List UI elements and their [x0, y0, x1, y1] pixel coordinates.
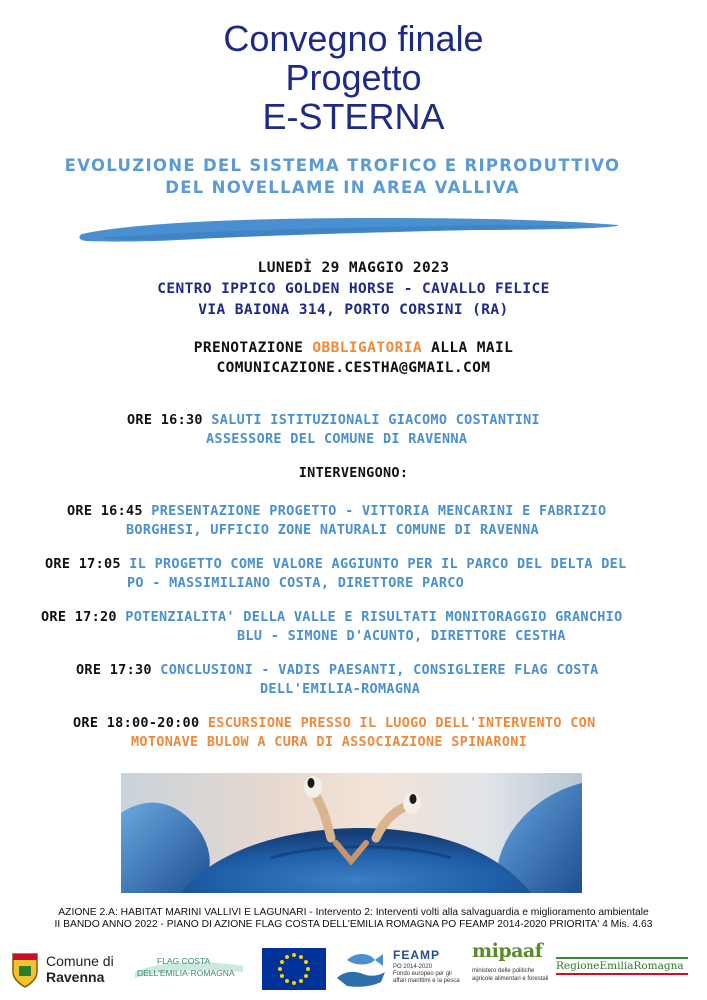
item-time: ORE 18:00-20:00 [73, 715, 200, 731]
item-line-1: ESCURSIONE PRESSO IL LUOGO DELL'INTERVENTO CON [207, 715, 596, 731]
event-venue: CENTRO IPPICO GOLDEN HORSE - CAVALLO FELICE [157, 281, 550, 297]
title-line-2: Progetto [285, 57, 422, 98]
program-opening [127, 411, 687, 449]
program-item [67, 502, 697, 540]
item-line-1: IL PROGETTO COME VALORE AGGIUNTO PER IL PARCO DEL DELTA DEL [129, 556, 627, 572]
speakers-heading: INTERVENGONO: [298, 465, 409, 481]
ravenna-crest-icon [10, 950, 40, 988]
event-address: VIA BAIONA 314, PORTO CORSINI (RA) [198, 302, 509, 318]
mipaaf-line-2: agricole alimentari e forestali [472, 976, 549, 982]
program-item [41, 608, 705, 646]
feamp-line-2: Fondo europeo per gli [393, 971, 452, 977]
item-line-2: BLU - SIMONE D'ACUNTO, DIRETTORE CESTHA [237, 628, 566, 644]
title-line-3: E-STERNA [262, 96, 445, 137]
regione-er-logo [556, 957, 688, 975]
footer-line-2: II BANDO ANNO 2022 - PIANO DI AZIONE FLAG COSTA DELL'EMILIA ROMAGNA PO FEAMP 2014-2020 PRIORITA' 4 Mis. 4.63 [54, 919, 653, 930]
footer-line-1: AZIONE 2.A: HABITAT MARINI VALLIVI E LAGUNARI - Intervento 2: Interventi volti alla salvaguardia e miglioramento ambientale [58, 907, 649, 918]
item-line-1: PRESENTAZIONE PROGETTO - VITTORIA MENCARINI E FABRIZIO [151, 503, 607, 519]
mipaaf-title: mipaaf [472, 940, 543, 962]
item-time: ORE 17:20 [41, 609, 117, 625]
flag-line-1: FLAG COSTA [157, 956, 211, 966]
opening-line-1: SALUTI ISTITUZIONALI GIACOMO COSTANTINI [211, 412, 540, 428]
feamp-logo [333, 948, 493, 992]
booking-email: COMUNICAZIONE.CESTHA@GMAIL.COM [216, 360, 491, 376]
program-item [45, 555, 705, 593]
blue-crab-photo [121, 773, 582, 893]
mipaaf-line-1: ministero delle politiche [472, 968, 535, 974]
feamp-line-3: affari marittimi e la pesca [393, 978, 460, 984]
opening-line-2: ASSESSORE DEL COMUNE DI RAVENNA [206, 431, 468, 447]
item-line-2: BORGHESI, UFFICIO ZONE NATURALI COMUNE DI RAVENNA [126, 522, 539, 538]
subtitle-line-2: DEL NOVELLAME IN AREA VALLIVA [165, 178, 520, 197]
opening-time: ORE 16:30 [127, 412, 203, 428]
title-line-1: Convegno finale [223, 18, 484, 59]
feamp-line-1: PO 2014-2020 [393, 964, 433, 970]
mipaaf-logo [472, 940, 552, 992]
booking-suffix: ALLA MAIL [431, 340, 514, 356]
item-line-1: POTENZIALITA' DELLA VALLE E RISULTATI MONITORAGGIO GRANCHIO [125, 609, 623, 625]
eu-flag-icon [262, 948, 326, 990]
event-date: LUNEDÌ 29 MAGGIO 2023 [257, 260, 450, 276]
booking-highlight: OBBLIGATORIA [312, 340, 422, 356]
regione-label: RegioneEmiliaRomagna [556, 960, 684, 972]
booking-prefix: PRENOTAZIONE [193, 340, 304, 356]
comune-line-1: Comune di [46, 953, 114, 969]
booking-line [0, 338, 707, 359]
flag-costa-logo [133, 952, 245, 988]
item-time: ORE 16:45 [67, 503, 143, 519]
comune-line-2: Ravenna [46, 969, 105, 985]
comune-ravenna-logo [10, 950, 130, 990]
subtitle-line-1: EVOLUZIONE DEL SISTEMA TROFICO E RIPRODUTTIVO [64, 156, 621, 175]
program-item [76, 661, 696, 699]
item-line-2: MOTONAVE BULOW A CURA DI ASSOCIAZIONE SPINARONI [131, 734, 528, 750]
program-item [73, 714, 703, 752]
feamp-title: FEAMP [393, 948, 440, 962]
flag-line-2: DELL'EMILIA-ROMAGNA [137, 968, 235, 978]
item-time: ORE 17:30 [76, 662, 152, 678]
item-line-1: CONCLUSIONI - VADIS PAESANTI, CONSIGLIERE FLAG COSTA [160, 662, 599, 678]
brush-stroke-divider [78, 212, 623, 248]
item-line-2: DELL'EMILIA-ROMAGNA [260, 681, 421, 697]
item-line-2: PO - MASSIMILIANO COSTA, DIRETTORE PARCO [127, 575, 465, 591]
fish-hand-icon [333, 948, 387, 992]
item-time: ORE 17:05 [45, 556, 121, 572]
